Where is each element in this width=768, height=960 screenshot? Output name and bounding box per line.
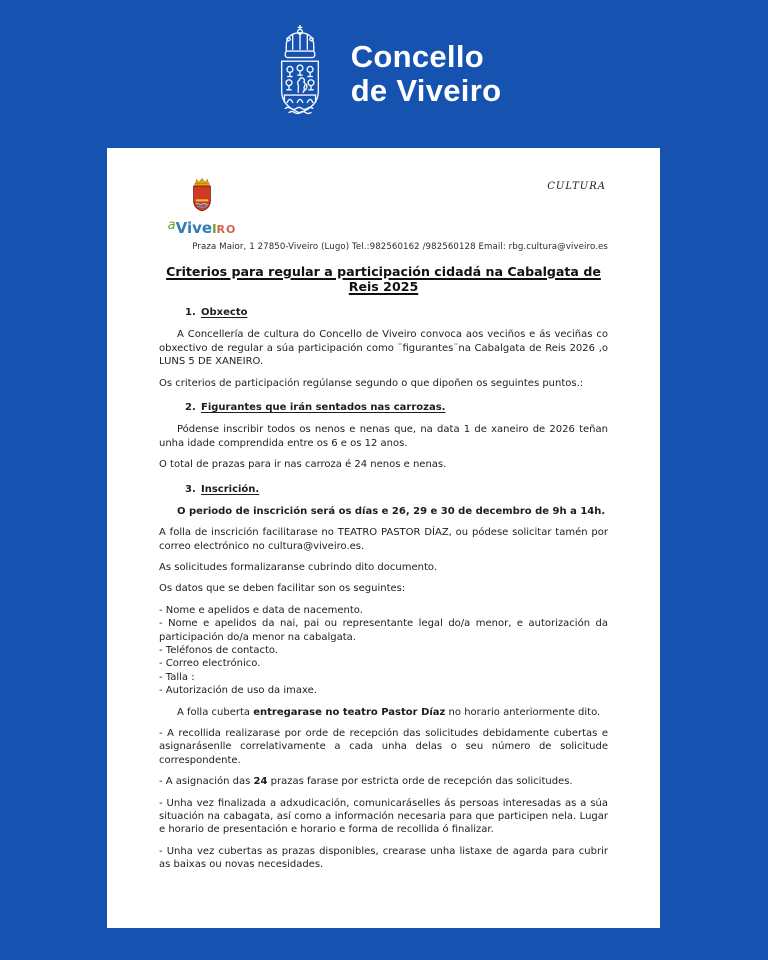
list-item: - Correo electrónico. bbox=[159, 658, 261, 670]
required-data-list bbox=[159, 604, 608, 698]
paragraph-figurantes-2: O total de prazas para ir nas carroza é 24 nenos e nenas. bbox=[159, 459, 447, 471]
section-2-title: Figurantes que irán sentados nas carrozas. bbox=[201, 401, 446, 413]
paragraph-delivery bbox=[159, 706, 608, 719]
note-2-post: prazas farase por estricta orde de recepción das solicitudes. bbox=[267, 776, 573, 788]
section-1-heading bbox=[185, 306, 608, 319]
list-item: - Nome e apelidos da nai, pai ou representante legal do/a menor, e autorización da participación do/a menor na cabalgata. bbox=[159, 618, 608, 643]
org-name bbox=[351, 40, 502, 108]
inscription-period-line: O periodo de inscrición será os días e 26, 29 e 30 de decembro de 9h a 14h. bbox=[177, 505, 606, 517]
logo-word-vive: Vive bbox=[175, 219, 213, 237]
logo-word-ro: RO bbox=[216, 223, 237, 236]
org-name-line2: de Viveiro bbox=[350, 73, 502, 108]
section-2-number: 2. bbox=[185, 401, 196, 413]
logo-word-a: a bbox=[167, 218, 176, 233]
department-label: CULTURA bbox=[547, 181, 606, 192]
paragraph-figurantes-1: Pódense inscribir todos os nenos e nenas que, na data 1 de xaneiro de 2026 teñan unha idade comprendida entre os 6 e os 12 anos. bbox=[159, 424, 608, 449]
paragraph-inscricion-3: Os datos que se deben facilitar son os seguintes: bbox=[159, 583, 406, 595]
document-page bbox=[107, 148, 660, 928]
section-3-heading bbox=[185, 483, 608, 496]
list-item: - Nome e apelidos e data de nacemento. bbox=[159, 604, 363, 616]
viveiro-coat-of-arms-icon bbox=[267, 23, 333, 129]
paragraph-note-4: - Unha vez cubertas as prazas disponibles, crearase unha listaxe de agarda para cubrir as baixas ou novas necesidades. bbox=[159, 845, 608, 871]
delivery-post: no horario anteriormente dito. bbox=[445, 706, 601, 718]
delivery-bold: entregarase no teatro Pastor Díaz bbox=[253, 706, 446, 718]
delivery-pre: A folla cuberta bbox=[177, 706, 254, 718]
document-header bbox=[159, 148, 608, 254]
top-banner bbox=[0, 0, 768, 148]
note-2-bold: 24 bbox=[253, 776, 268, 788]
paragraph-inscricion-1: A folla de inscrición facilitarase no TEATRO PASTOR DÍAZ, ou pódese solicitar tamén por correo electrónico no cultura@viveiro.es. bbox=[159, 527, 608, 552]
contact-line: Praza Maior, 1 27850-Viveiro (Lugo) Tel.:982560162 /982560128 Email: rbg.cultura@viveiro.es bbox=[192, 242, 608, 252]
paragraph-note-2 bbox=[159, 775, 608, 788]
section-3-title: Inscrición. bbox=[201, 483, 260, 495]
paragraph-inscricion-2: As solicitudes formalizaranse cubrindo dito documento. bbox=[159, 562, 438, 574]
document-title: Criterios para regular a participación cidadá na Cabalgata de Reis 2025 bbox=[166, 264, 601, 294]
viveiro-logo bbox=[163, 176, 241, 236]
document-body bbox=[159, 306, 608, 872]
paragraph-obxecto-1: A Concellería de cultura do Concello de Viveiro convoca aos veciños e ás veciñas co obxectivo de regular a súa participación como ¨figurantes¨na Cabalgata de Reis 2026 ,o LUNS 5 DE XANEIRO. bbox=[159, 329, 608, 368]
section-2-heading bbox=[185, 401, 608, 414]
viveiro-logo-wordmark bbox=[163, 220, 241, 236]
section-3-number: 3. bbox=[185, 483, 196, 495]
list-item: - Talla : bbox=[159, 671, 195, 683]
paragraph-obxecto-2: Os criterios de participación regúlanse segundo o que dipoñen os seguintes puntos.: bbox=[159, 377, 584, 389]
list-item: - Autorización de uso da imaxe. bbox=[159, 685, 317, 697]
list-item: - Teléfonos de contacto. bbox=[159, 645, 278, 657]
section-1-title: Obxecto bbox=[201, 307, 248, 318]
paragraph-note-1: - A recollida realizarase por orde de recepción das solicitudes debidamente cubertas e asignarásenlle correlativamente a cada unha delas o seu número de solicitude correspondente. bbox=[159, 727, 608, 766]
note-2-pre: - A asignación das bbox=[159, 776, 254, 788]
paragraph-note-3: - Unha vez finalizada a adxudicación, comunicaráselles ás persoas interesadas as a súa situación na cabagata, así como a información necesaria para que participen nela. Lugar e horario de presentación e horario e forma de recollida ó finalizar. bbox=[159, 797, 608, 836]
org-name-line1: Concello bbox=[350, 38, 484, 74]
section-1-number: 1. bbox=[185, 307, 196, 318]
logo-word-i: I bbox=[212, 222, 217, 236]
